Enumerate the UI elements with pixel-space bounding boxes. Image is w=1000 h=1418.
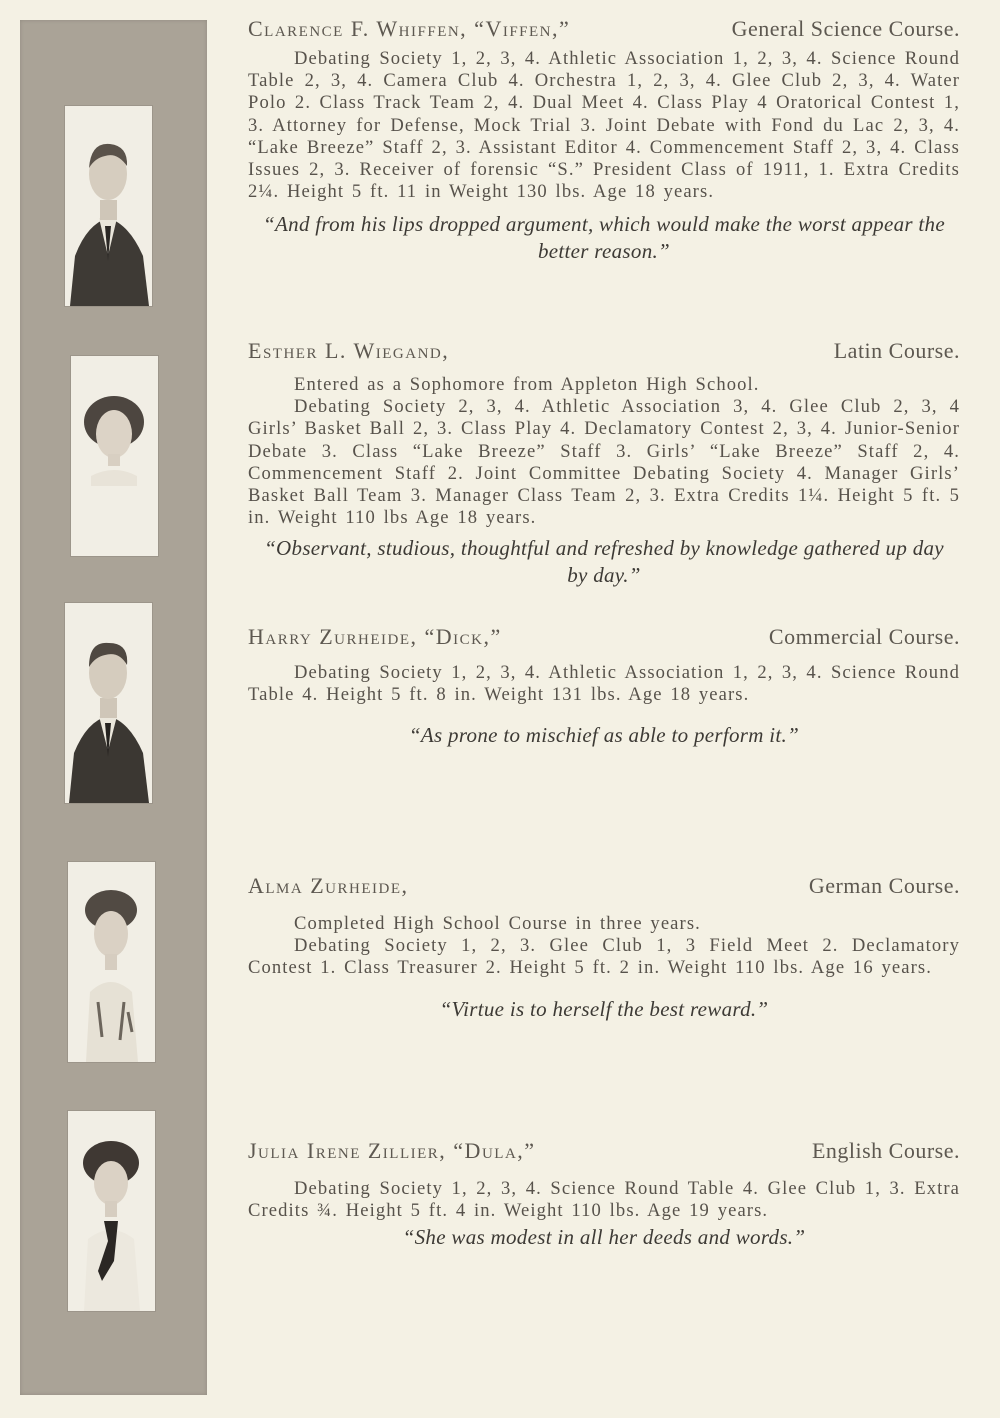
course-name: Latin Course. [833, 338, 960, 363]
course-name: General Science Course. [731, 16, 960, 41]
senior-quote: “She was modest in all her deeds and words.” [402, 1225, 806, 1250]
activities-text [248, 662, 960, 706]
activities-text [248, 1178, 960, 1222]
entry-header [248, 624, 960, 650]
entry-esther-wiegand [248, 338, 960, 589]
entry-header [248, 1138, 960, 1164]
portrait-clarence-whiffen [64, 105, 153, 307]
course-name: Commercial Course. [768, 624, 960, 649]
portrait-esther-wiegand [70, 355, 159, 557]
student-name: Harry Zurheide, “Dick,” [248, 624, 502, 649]
senior-quote: “Observant, studious, thoughtful and refreshed by knowledge gathered up day by day.” [264, 536, 944, 588]
entered-note: Entered as a Sophomore from Appleton High School. [294, 374, 760, 395]
entry-alma-zurheide [248, 873, 960, 1023]
completion-note: Completed High School Course in three years. [294, 913, 701, 934]
activities-paragraph: Debating Society 1, 2, 3, 4. Athletic Association 1, 2, 3, 4. Science Round Table 2, 3, 4. Camera Club 4. Orchestra 1, 2, 3, 4. Glee Club 2, 3, 4. Water Polo 2. Class Track Team 2, 4. Dual Meet 4. Class Play 4 Oratorical Contest 1, 3. Attorney for Defense, Mock Trial 3. Joint Debate with Fond du Lac 2, 3, 4. “Lake Breeze” Staff 2, 3. Assistant Editor 4. Commencement Staff 2, 3, 4. Class Issues 2, 3. Receiver of forensic “S.” President Class of 1911, 1. Extra Credits 2¼. Height 5 ft. 11 in Weight 130 lbs. Age 18 years. [248, 48, 960, 203]
entry-harry-zurheide [248, 624, 960, 749]
student-name: Esther L. Wiegand, [248, 338, 450, 363]
activities-text [248, 913, 960, 980]
portrait-harry-zurheide [64, 602, 153, 804]
activities-text [248, 48, 960, 203]
student-name: Julia Irene Zillier, “Dula,” [248, 1138, 536, 1163]
student-name: Clarence F. Whiffen, “Viffen,” [248, 16, 571, 41]
activities-paragraph: Debating Society 2, 3, 4. Athletic Association 3, 4. Glee Club 2, 3, 4 Girls’ Basket Ball 2, 3. Class Play 4. Declamatory Contest 2, 3, 4. Junior-Senior Debate 3. Class “Lake Breeze” Staff 3. Girls’ “Lake Breeze” Staff 2, 4. Commencement Staff 2. Joint Committee Debating Society 4. Manager Girls’ Basket Ball Team 3. Manager Class Team 2, 3. Extra Credits 1¼. Height 5 ft. 5 in. Weight 110 lbs Age 18 years. [248, 396, 960, 529]
senior-quote: “As prone to mischief as able to perform it.” [408, 723, 800, 748]
senior-quote: “And from his lips dropped argument, which would make the worst appear the better reason.” [263, 212, 945, 264]
activities-paragraph: Debating Society 1, 2, 3, 4. Science Round Table 4. Glee Club 1, 3. Extra Credits ¾. Height 5 ft. 4 in. Weight 110 lbs. Age 19 years. [248, 1178, 960, 1222]
senior-quote: “Virtue is to herself the best reward.” [439, 996, 769, 1021]
entry-julia-zillier [248, 1138, 960, 1251]
course-name: German Course. [808, 873, 960, 898]
entry-header [248, 338, 960, 364]
entry-clarence-whiffen [248, 16, 960, 265]
entry-header [248, 873, 960, 899]
activities-paragraph: Debating Society 1, 2, 3, 4. Athletic Association 1, 2, 3, 4. Science Round Table 4. Height 5 ft. 8 in. Weight 131 lbs. Age 18 years. [248, 662, 960, 706]
entry-header [248, 16, 960, 42]
course-name: English Course. [811, 1138, 960, 1163]
student-name: Alma Zurheide, [248, 873, 409, 898]
photo-strip [20, 20, 207, 1395]
portrait-alma-zurheide [67, 861, 156, 1063]
activities-paragraph: Debating Society 1, 2, 3. Glee Club 1, 3 Field Meet 2. Declamatory Contest 1. Class Treasurer 2. Height 5 ft. 2 in. Weight 110 lbs. Age 16 years. [248, 935, 960, 979]
portrait-julia-zillier [67, 1110, 156, 1312]
activities-text [248, 374, 960, 529]
